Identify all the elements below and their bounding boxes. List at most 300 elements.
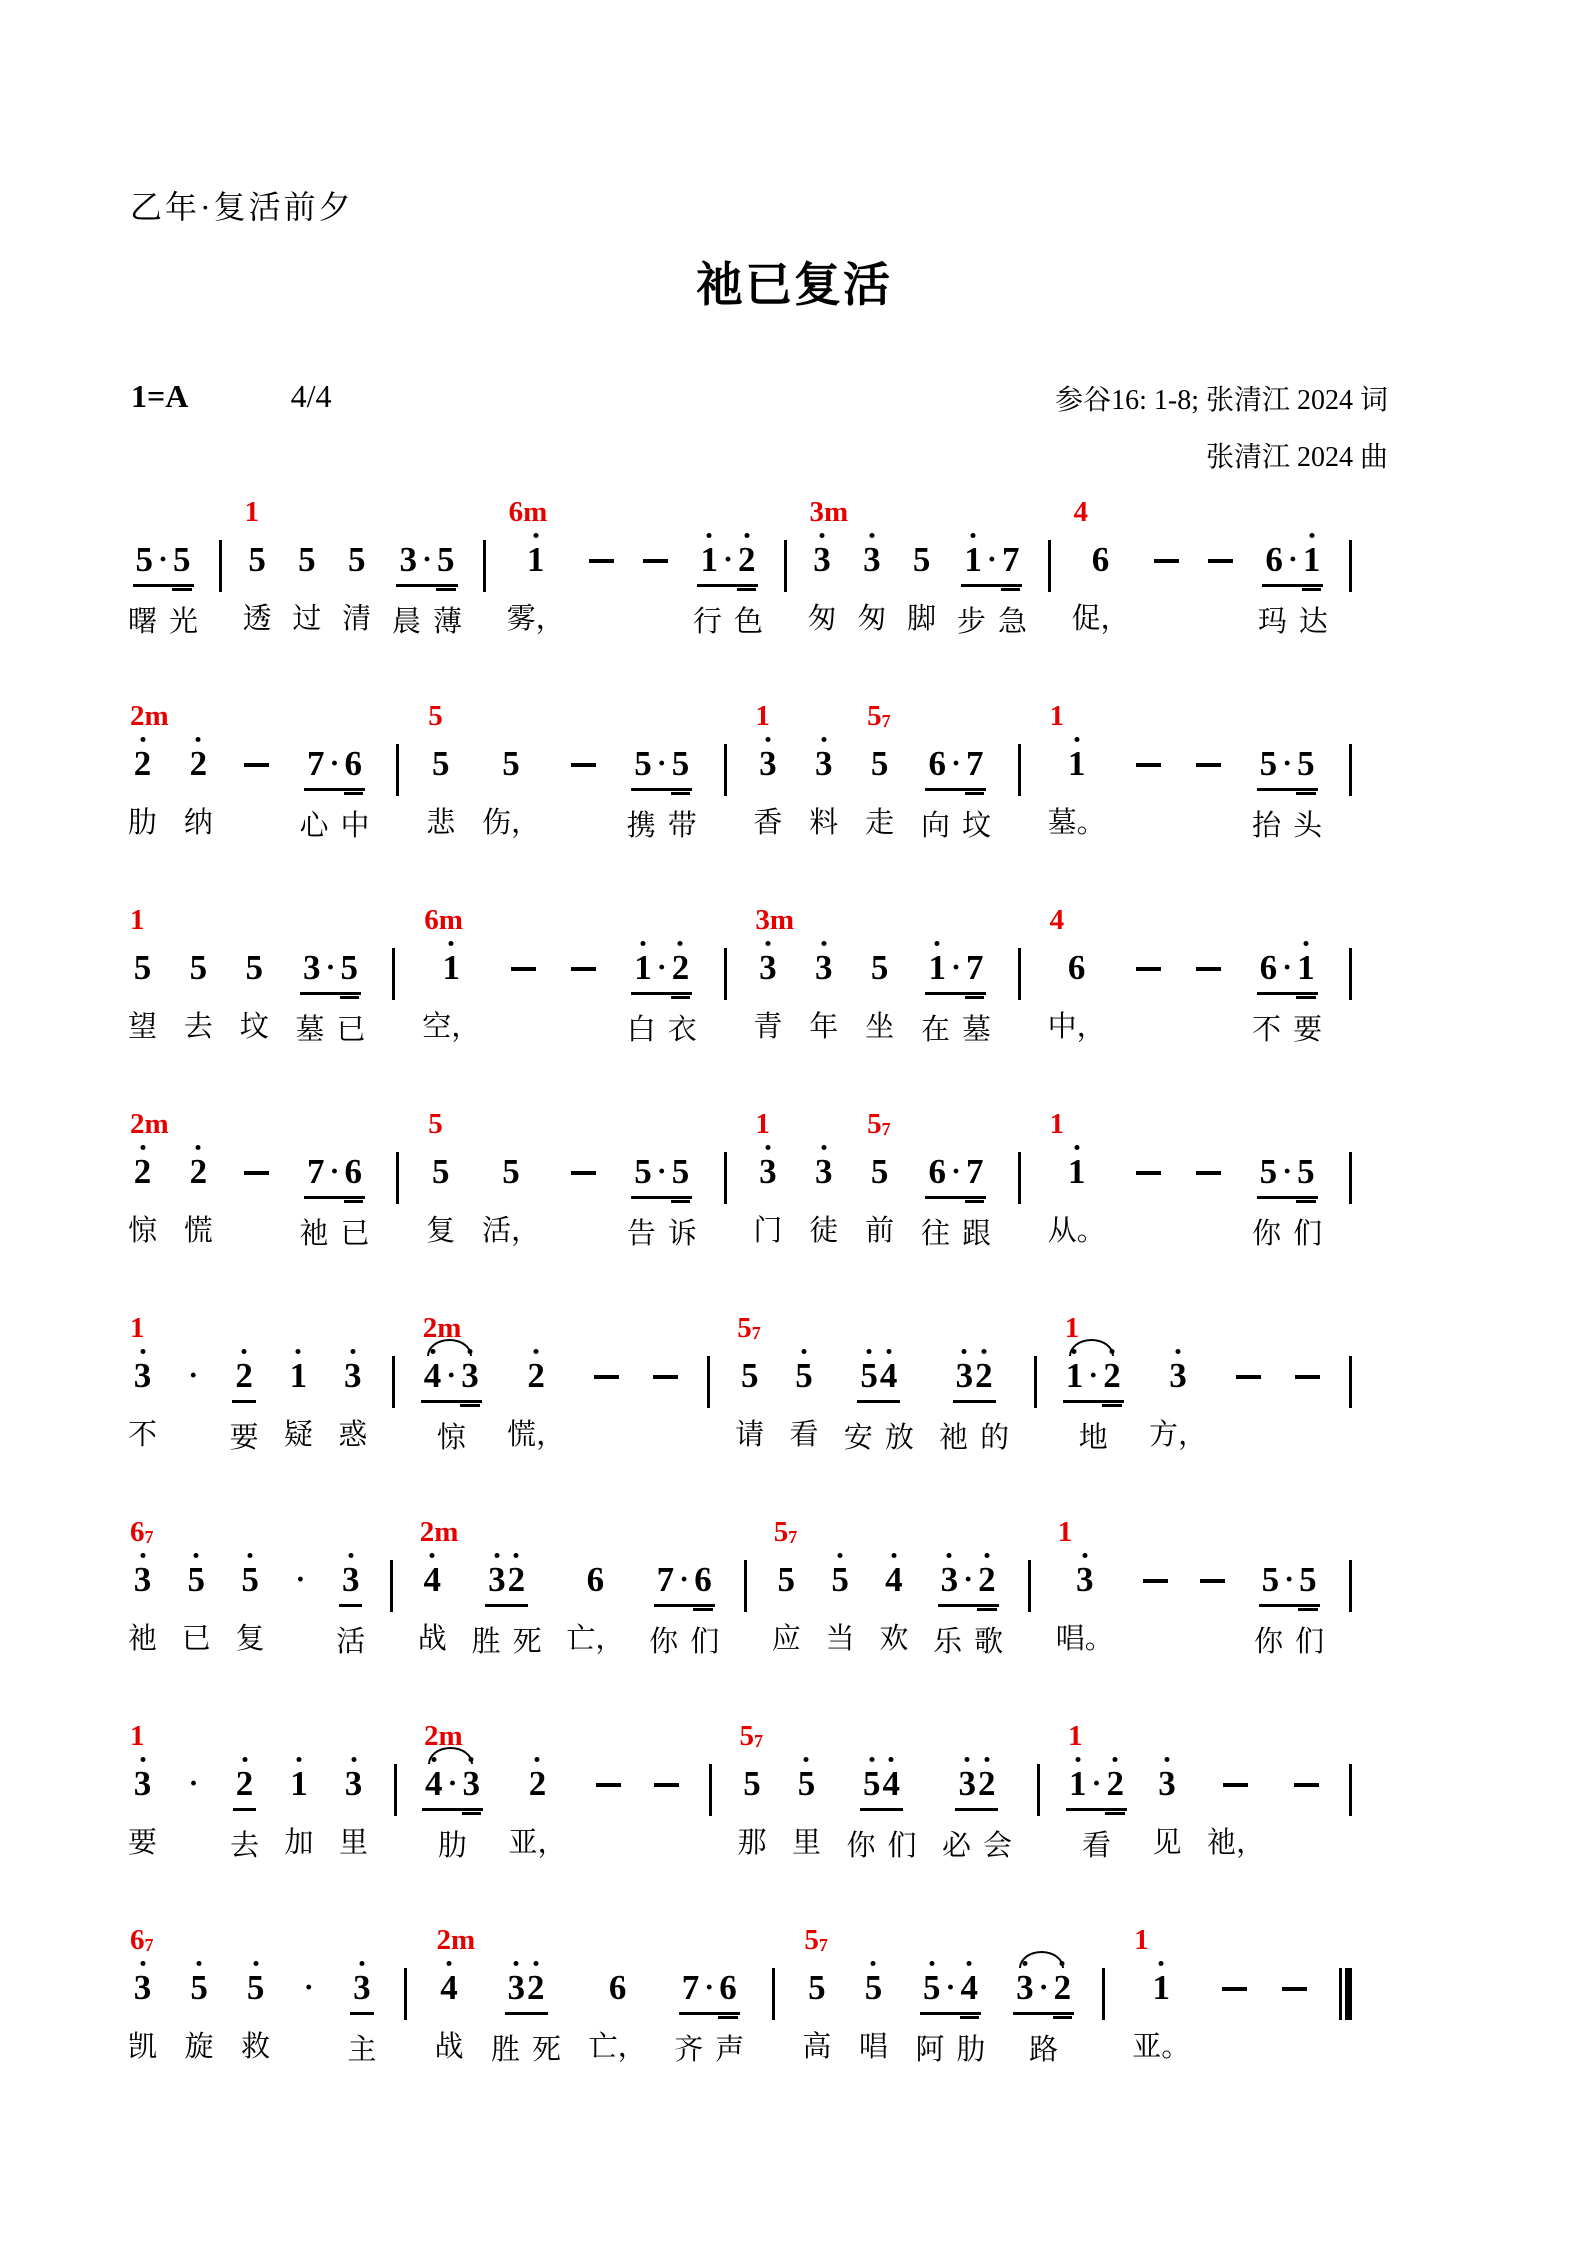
note-digit: 4 [440,1968,458,2007]
lyric-syllable: 中， [1047,1011,1106,1043]
lyric-row [426,800,455,841]
note-unit [128,1720,158,1861]
lyric-row [921,803,991,844]
barline [1349,540,1352,592]
duration-dash [1220,1968,1249,2008]
note-unit [753,1108,783,1249]
note-digit: 2 [975,1356,993,1395]
note-digit: 5 [437,540,455,579]
duration-dash [1198,1560,1227,1600]
lyric-syllable: 你 [1254,1626,1284,1658]
chord-subscript: 7 [881,1119,891,1139]
note-unit [566,1560,624,1657]
chord-subscript: 7 [751,1323,761,1343]
augmentation-dot: · [1284,1563,1295,1596]
page-title: 祂已复活 [696,258,892,313]
barline [1037,1764,1040,1816]
note-unit [1152,1764,1181,1861]
chord-label: 57 [739,1720,763,1752]
chord-label: 1 [1067,1720,1083,1752]
credit-words: 参谷16: 1-8; 张清江 2024 词 [1055,385,1388,416]
augmentation-dot: · [325,951,336,984]
lyric-syllable: 脚 [907,603,937,635]
lyric-syllable: 死 [532,2034,562,2066]
notation-group [304,744,365,791]
note-unit [807,496,849,637]
barline [483,540,486,592]
lyric-syllable: 墓。 [1047,807,1106,839]
lyric-row [230,1823,259,1864]
note-digit: 2 [671,948,690,987]
note-unit [472,1560,542,1660]
note-unit [753,904,795,1045]
lyric-syllable: 悲 [426,807,456,839]
lyric-syllable: 疑 [283,1419,313,1451]
note-unit [1218,1968,1251,2012]
note-unit [284,1356,313,1453]
augmentation-dot: · [158,543,169,576]
note-digit: 3 [813,540,831,579]
note-unit [1063,1312,1124,1456]
lyric-row [826,1616,855,1657]
notation-group [350,1968,374,2015]
note-unit [1207,1764,1265,1861]
lyric-row [753,800,782,841]
note-unit [1252,948,1322,1048]
note-digit: 3 [1016,1968,1034,2007]
barline [1048,540,1051,592]
note-digit: 5 [671,744,690,783]
chord-label: 1 [1057,1516,1073,1548]
chord-label: 2m [130,700,169,732]
note-digit: 3 [958,1764,976,1803]
note-digit: 5 [502,744,520,783]
lyric-syllable: 走 [865,807,895,839]
lyric-row [809,800,838,841]
notation-group [499,744,523,788]
lyric-row [284,1412,313,1453]
lyric-syllable: 空， [422,1011,481,1043]
barline [404,1968,407,2020]
lyric-row [1149,1412,1207,1453]
lyric-syllable: 清 [342,603,372,635]
lyric-syllable: 在 [920,1014,950,1046]
lyric-syllable: 主 [347,2034,377,2066]
augmentation-dot: · [1091,1767,1102,1800]
lyric-row [857,596,886,637]
lyric-syllable: 促， [1071,603,1130,635]
notation-group [740,1764,764,1808]
lyric-syllable: 亚， [508,1827,567,1859]
lyric-syllable: 肋 [128,807,158,839]
barline [394,1764,397,1816]
lyric-row [879,1616,908,1657]
note-unit [184,744,213,841]
note-digit: 5 [743,1764,761,1803]
chord-label: 2m [422,1312,462,1344]
lyric-row [437,1415,466,1456]
notation-group [439,948,463,992]
lyric-syllable: 惊 [436,1422,466,1454]
note-digit: 5 [870,1152,889,1191]
lyric-syllable: 死 [512,1626,542,1658]
notation-group [860,1764,903,1811]
note-digit: 3 [863,540,881,579]
note-digit: 4 [879,1356,898,1395]
note-digit: 5 [431,744,450,783]
note-unit [128,700,169,841]
note-unit [241,1968,270,2065]
lyric-row [507,1412,565,1453]
notation-group [606,1968,630,2012]
chord-label: 2m [130,1108,169,1140]
notation-group [738,1356,762,1400]
note-unit [1055,1516,1114,1657]
lyric-syllable: 往 [920,1218,950,1250]
lyric-syllable: 已 [336,1014,366,1046]
augmentation-dot: · [679,1563,690,1596]
note-unit [289,1560,311,1604]
note-digit: 1 [1067,744,1086,783]
lyric-row [241,2024,270,2065]
lyric-row [128,1616,157,1657]
key-signature: 1=A [131,378,187,414]
barline [1349,1560,1352,1612]
barline [709,1764,712,1816]
duration-dash [1141,1560,1170,1600]
lyric-row [1048,1208,1106,1249]
note-digit: 7 [656,1560,675,1599]
lyric-syllable: 会 [982,1830,1012,1862]
duration-dash [1234,1356,1263,1396]
notation-group [429,744,453,788]
lyric-syllable: 不 [1252,1014,1282,1046]
lyric-syllable: 要 [128,1827,158,1859]
note-digit: 5 [1261,1560,1280,1599]
note-digit: 3 [461,1356,479,1395]
note-unit [507,948,540,992]
lyric-syllable: 你 [1252,1218,1282,1250]
notation-group [584,1560,608,1604]
lyric-row [1048,1004,1106,1045]
notation-group [300,948,361,995]
notation-group [185,1560,209,1604]
lyric-syllable: 凯 [128,2031,158,2063]
lyric-syllable: 抬 [1252,810,1282,842]
note-digit: 2 [977,1764,996,1803]
note-digit: 5 [298,540,316,579]
music-system-2 [128,692,1352,844]
lyric-row [342,596,371,637]
note-digit: 5 [1259,744,1278,783]
lyric-syllable: 头 [1293,810,1323,842]
lyric-syllable: 里 [339,1827,369,1859]
note-digit: 3 [133,1356,152,1395]
note-digit: 7 [1001,540,1020,579]
notation-group [828,1560,852,1604]
note-unit [865,948,894,1045]
lyric-syllable: 亡， [588,2031,647,2063]
augmentation-dot: · [986,543,997,576]
notation-group [421,1560,445,1604]
note-unit [128,1924,158,2065]
note-digit: 3 [815,744,833,783]
note-digit: 3 [1158,1764,1176,1803]
note-unit [942,1764,1012,1864]
notation-group [182,1356,204,1400]
note-unit [292,540,321,637]
note-unit [1132,948,1165,992]
note-digit: 6 [1265,540,1283,579]
time-signature: 4/4 [290,378,332,414]
note-unit [737,1720,767,1861]
note-unit [921,1152,991,1252]
note-digit: 5 [870,948,889,987]
note-unit [957,540,1027,640]
notation-group [1065,744,1089,788]
chord-label: 4 [1073,496,1089,528]
lyric-syllable: 欢 [879,1623,909,1655]
note-digit: 6 [928,744,946,783]
lyric-row [508,1820,566,1861]
notation-group [485,1560,528,1607]
lyric-row [939,1415,1009,1456]
note-digit: 3 [303,948,321,987]
music-system-6 [128,1508,1352,1660]
lyric-syllable: 复 [235,1623,265,1655]
notation-group [1150,1968,1174,2012]
notation-group [1073,1560,1097,1604]
lyric-syllable: 你 [649,1626,679,1658]
notation-group [1065,1152,1089,1196]
lyric-row [128,2024,157,2065]
music-system-4 [128,1100,1352,1252]
augmentation-dot: · [295,1563,306,1596]
notation-group [792,1356,816,1400]
duration-dash [651,1356,680,1396]
lyric-row [1152,1820,1181,1861]
notation-group [345,540,369,584]
lyric-syllable: 慌， [507,1419,566,1451]
note-unit [1047,700,1106,841]
note-digit: 3 [133,1764,152,1803]
lyric-syllable: 步 [956,606,986,638]
barline [1349,1764,1352,1816]
note-digit: 3 [462,1764,480,1803]
note-unit [693,540,763,640]
note-unit [1132,1152,1165,1196]
notation-group [187,744,211,788]
lyric-row [482,800,540,841]
duration-dash [1206,540,1235,580]
lyric-syllable: 墓 [295,1014,325,1046]
lyric-syllable: 胜 [471,1626,501,1658]
lyric-syllable: 复 [426,1215,456,1247]
chord-label: 6m [424,904,463,936]
lyric-row [802,2024,831,2065]
lyric-syllable: 请 [735,1419,765,1451]
note-unit [1196,1560,1229,1604]
notation-group [1132,948,1165,992]
notation-group [567,948,600,992]
barline [1102,1968,1105,2020]
note-digit: 5 [923,1968,941,2007]
note-digit: 5 [1297,744,1315,783]
lyric-syllable: 加 [284,1827,314,1859]
note-unit [392,540,462,640]
note-digit: 3 [815,948,833,987]
lyric-syllable: 衣 [667,1014,697,1046]
barline [707,1356,710,1408]
lyric-row [693,599,763,640]
note-digit: 3 [955,1356,974,1395]
lyric-syllable: 已 [340,1218,370,1250]
notation-group [499,1152,523,1196]
augmentation-dot: · [1287,543,1298,576]
note-digit: 2 [528,1764,547,1803]
lyric-syllable: 歌 [974,1626,1004,1658]
duration-dash [569,744,598,784]
lyric-syllable: 料 [809,807,839,839]
note-unit [506,496,565,637]
lyric-syllable: 惑 [338,1419,368,1451]
lyric-syllable: 旋 [184,2031,214,2063]
augmentation-dot: · [950,951,961,984]
duration-dash [652,1764,681,1804]
barline [724,948,727,1000]
duration-dash [594,1764,623,1804]
lyric-syllable: 亚。 [1132,2031,1191,2063]
notation-group [925,948,986,995]
lyric-syllable: 香 [753,807,783,839]
lyric-row [649,1619,719,1660]
note-digit: 6 [1091,540,1110,579]
note-unit [809,744,838,841]
lyric-row [907,596,936,637]
notation-group [1139,1560,1172,1604]
augmentation-dot: · [446,1359,457,1392]
notation-group [868,1152,892,1196]
lyric-row [184,800,213,841]
note-unit [1258,540,1328,640]
duration-dash [242,1152,271,1192]
note-digit: 6 [608,1968,627,2007]
note-unit [1254,1560,1324,1660]
chord-label: 1 [755,700,770,732]
chord-label: 6m [508,496,548,528]
note-unit [790,1356,819,1453]
lyric-syllable: 匆 [857,603,887,635]
note-digit: 6 [586,1560,605,1599]
lyric-syllable: 曙 [128,606,158,638]
lyric-row [128,800,157,841]
lyric-row [790,1412,819,1453]
note-unit [339,1764,368,1861]
chord-label: 4 [1049,904,1065,936]
note-unit [1149,1356,1207,1453]
notation-group [429,1152,453,1196]
music [128,488,1352,2120]
note-digit: 5 [860,1356,878,1395]
note-digit: 2 [133,1152,152,1191]
notation-group [133,540,194,587]
lyric-row [507,596,565,637]
augmentation-dot: · [704,1971,715,2004]
lyric-row [230,1415,259,1456]
augmentation-dot: · [421,543,432,576]
note-digit: 5 [912,540,931,579]
lyric-row [589,2024,647,2065]
lyric-row [942,1823,1012,1864]
note-unit [809,948,838,1045]
note-unit [1192,744,1225,788]
lyric-row [1048,800,1106,841]
chord-label: 57 [867,700,891,732]
notation-group [567,744,600,788]
duration-dash [1194,948,1223,988]
note-unit [879,1560,908,1657]
notation-group [1065,948,1089,992]
note-digit: 5 [862,1764,881,1803]
note-digit: 1 [1297,948,1315,987]
barline [1034,1356,1037,1408]
note-digit: 5 [1297,1152,1315,1191]
notation-group [131,948,155,992]
lyric-syllable: 活， [482,1215,541,1247]
note-digit: 5 [187,1560,206,1599]
augmentation-dot: · [1088,1359,1099,1392]
note-digit: 2 [1103,1356,1121,1395]
lyric-syllable: 急 [997,606,1027,638]
notation-group [920,1968,981,2015]
notation-group [287,1764,311,1808]
barline [396,1152,399,1204]
note-unit [639,540,672,584]
augmentation-dot: · [722,543,733,576]
notation-group [187,1968,211,2012]
note-digit: 3 [133,1560,152,1599]
note-unit [128,1516,158,1657]
duration-dash [1194,1152,1223,1192]
note-digit: 4 [423,1560,442,1599]
note-digit: 2 [235,1356,253,1395]
note-unit [128,540,198,640]
note-unit [802,1924,832,2065]
lyric-syllable: 们 [1295,1626,1325,1658]
lyric-syllable: 祂 [128,1623,158,1655]
lyric-syllable: 当 [825,1623,855,1655]
augmentation-dot: · [188,1359,199,1392]
chord-label: 3m [809,496,849,528]
note-digit: 2 [1106,1764,1124,1803]
lyric-row [296,1007,366,1048]
notation-group [756,744,780,788]
lyric-syllable: 祂 [939,1422,969,1454]
notation-group [1132,1152,1165,1196]
lyric-syllable: 战 [417,1623,447,1655]
note-unit [590,1356,623,1400]
duration-dash [641,540,670,580]
note-unit [128,1312,158,1453]
notation-group [882,1560,906,1604]
note-digit: 6 [1067,948,1086,987]
notation-group [437,1968,461,2012]
lyric-syllable: 前 [865,1215,895,1247]
chord-label: 57 [737,1312,761,1344]
lyric-syllable: 携 [626,810,656,842]
notation-group [592,1764,625,1808]
note-unit [649,1356,682,1400]
